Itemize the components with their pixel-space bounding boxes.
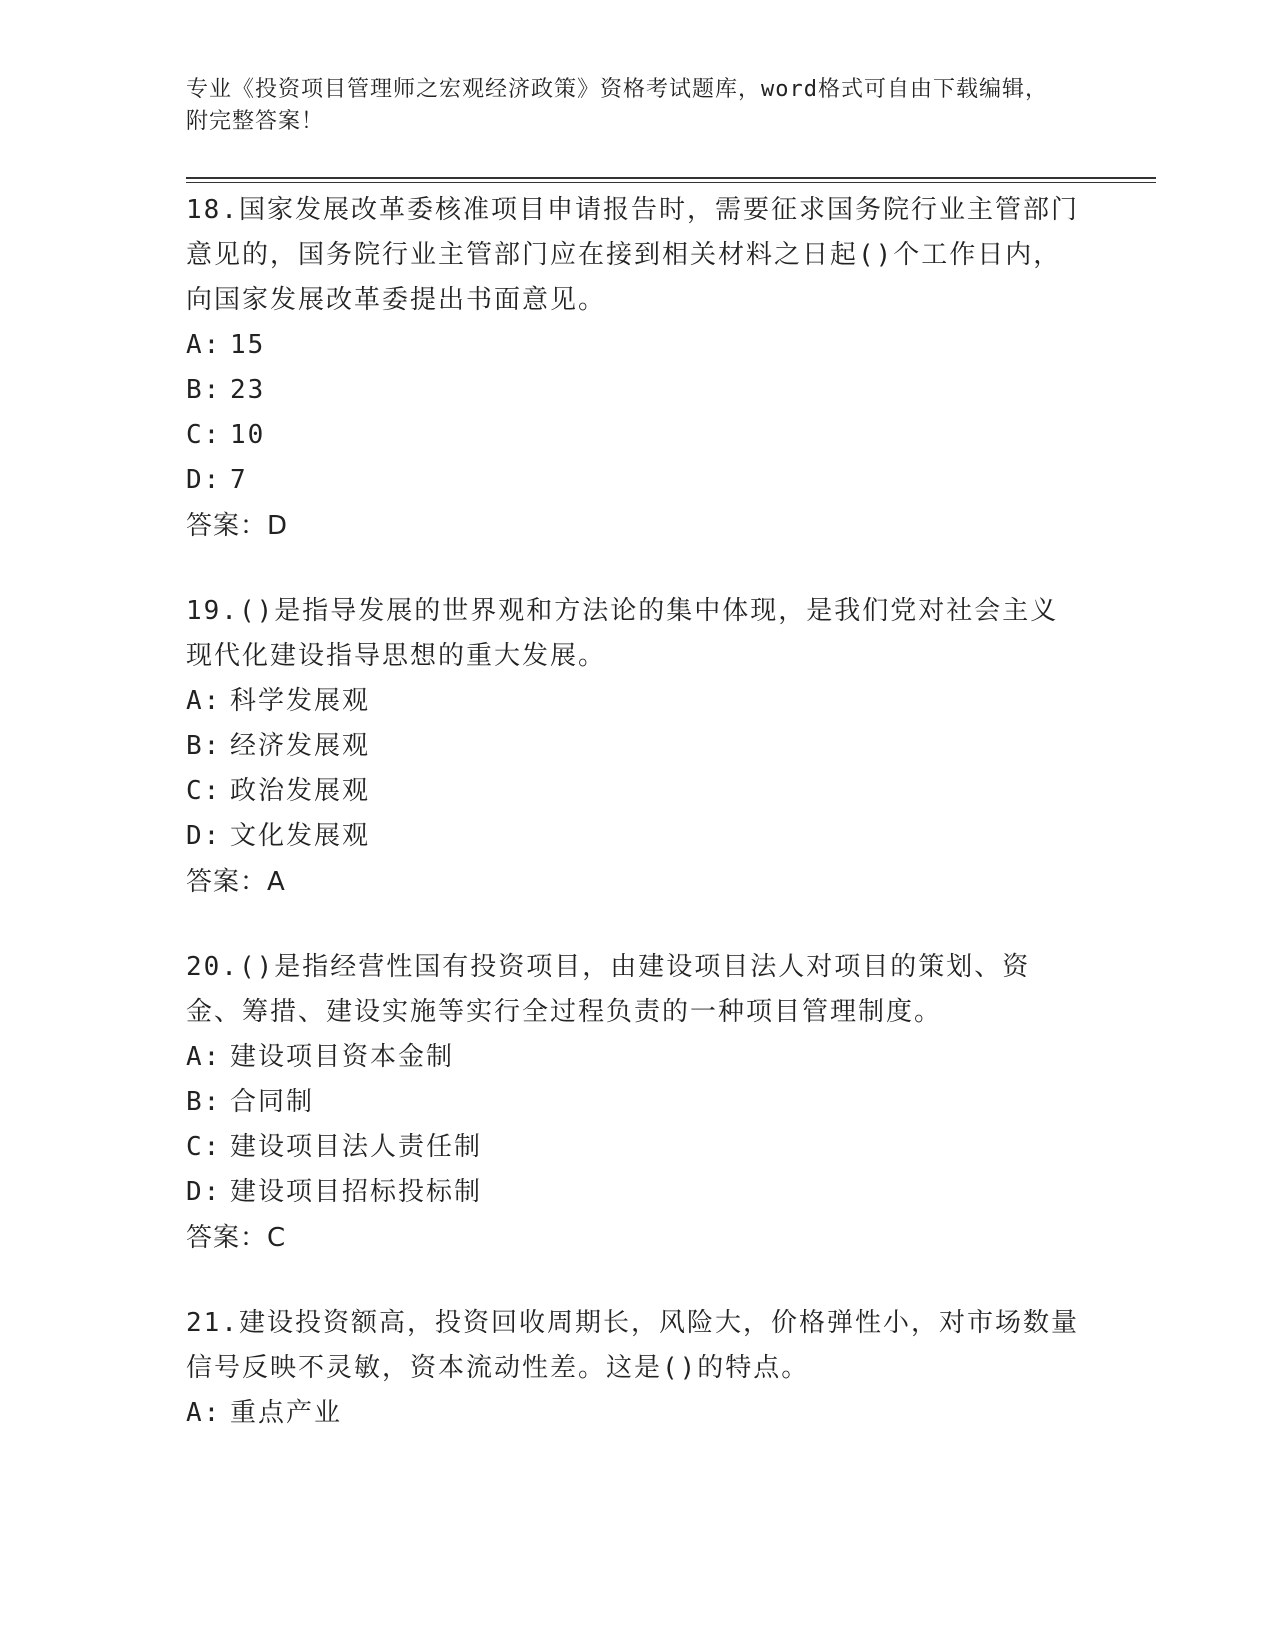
option-label: D: (186, 821, 222, 851)
option-label: B: (186, 731, 222, 761)
answer-line: 答案：D (186, 511, 289, 541)
option-text: 建设项目资本金制 (230, 1042, 455, 1072)
option-text: 15 (230, 330, 266, 360)
header-rule-thin (186, 182, 1156, 183)
header-rule-thick (186, 177, 1156, 179)
question-text: 20.()是指经营性国有投资项目，由建设项目法人对项目的策划、资金、筹措、建设实施等实行全过程负责的一种项目管理制度。 (186, 952, 1031, 1027)
question-text: 21.建设投资额高，投资回收周期长，风险大，价格弹性小，对市场数量信号反映不灵敏，资本流动性差。这是()的特点。 (186, 1308, 1079, 1383)
option-text: 23 (230, 375, 266, 405)
option-text: 科学发展观 (230, 686, 371, 716)
option-b (186, 1080, 1086, 1125)
option-label: A: (186, 1398, 222, 1428)
question-text: 18.国家发展改革委核准项目申请报告时，需要征求国务院行业主管部门意见的，国务院行业主管部门应在接到相关材料之日起()个工作日内，向国家发展改革委提出书面意见。 (186, 195, 1079, 315)
option-a (186, 323, 1086, 368)
option-label: C: (186, 420, 222, 450)
question-19 (186, 589, 1086, 905)
question-text: 19.()是指导发展的世界观和方法论的集中体现，是我们党对社会主义现代化建设指导思想的重大发展。 (186, 596, 1059, 671)
option-text: 合同制 (230, 1087, 315, 1117)
option-label: C: (186, 1132, 222, 1162)
option-a (186, 1391, 1086, 1436)
option-c (186, 769, 1086, 814)
question-list (186, 188, 1086, 1476)
option-text: 文化发展观 (230, 821, 371, 851)
option-text: 重点产业 (230, 1398, 343, 1428)
question-18 (186, 188, 1086, 549)
option-b (186, 368, 1086, 413)
option-text: 政治发展观 (230, 776, 371, 806)
answer-line: 答案：A (186, 867, 286, 897)
option-a (186, 1035, 1086, 1080)
option-text: 10 (230, 420, 266, 450)
option-d (186, 1170, 1086, 1215)
question-21 (186, 1301, 1086, 1436)
option-label: B: (186, 1087, 222, 1117)
option-label: C: (186, 776, 222, 806)
option-label: B: (186, 375, 222, 405)
option-b (186, 724, 1086, 769)
option-d (186, 814, 1086, 859)
option-d (186, 458, 1086, 503)
option-label: D: (186, 465, 222, 495)
answer-line: 答案：C (186, 1223, 287, 1253)
option-label: A: (186, 686, 222, 716)
option-label: A: (186, 330, 222, 360)
document-header: 专业《投资项目管理师之宏观经济政策》资格考试题库，word格式可自由下载编辑，附完整答案！ (186, 77, 1048, 134)
option-text: 7 (230, 465, 248, 495)
option-text: 建设项目法人责任制 (230, 1132, 483, 1162)
option-c (186, 1125, 1086, 1170)
question-20 (186, 945, 1086, 1261)
option-label: A: (186, 1042, 222, 1072)
option-text: 经济发展观 (230, 731, 371, 761)
option-label: D: (186, 1177, 222, 1207)
option-a (186, 679, 1086, 724)
option-text: 建设项目招标投标制 (230, 1177, 483, 1207)
option-c (186, 413, 1086, 458)
